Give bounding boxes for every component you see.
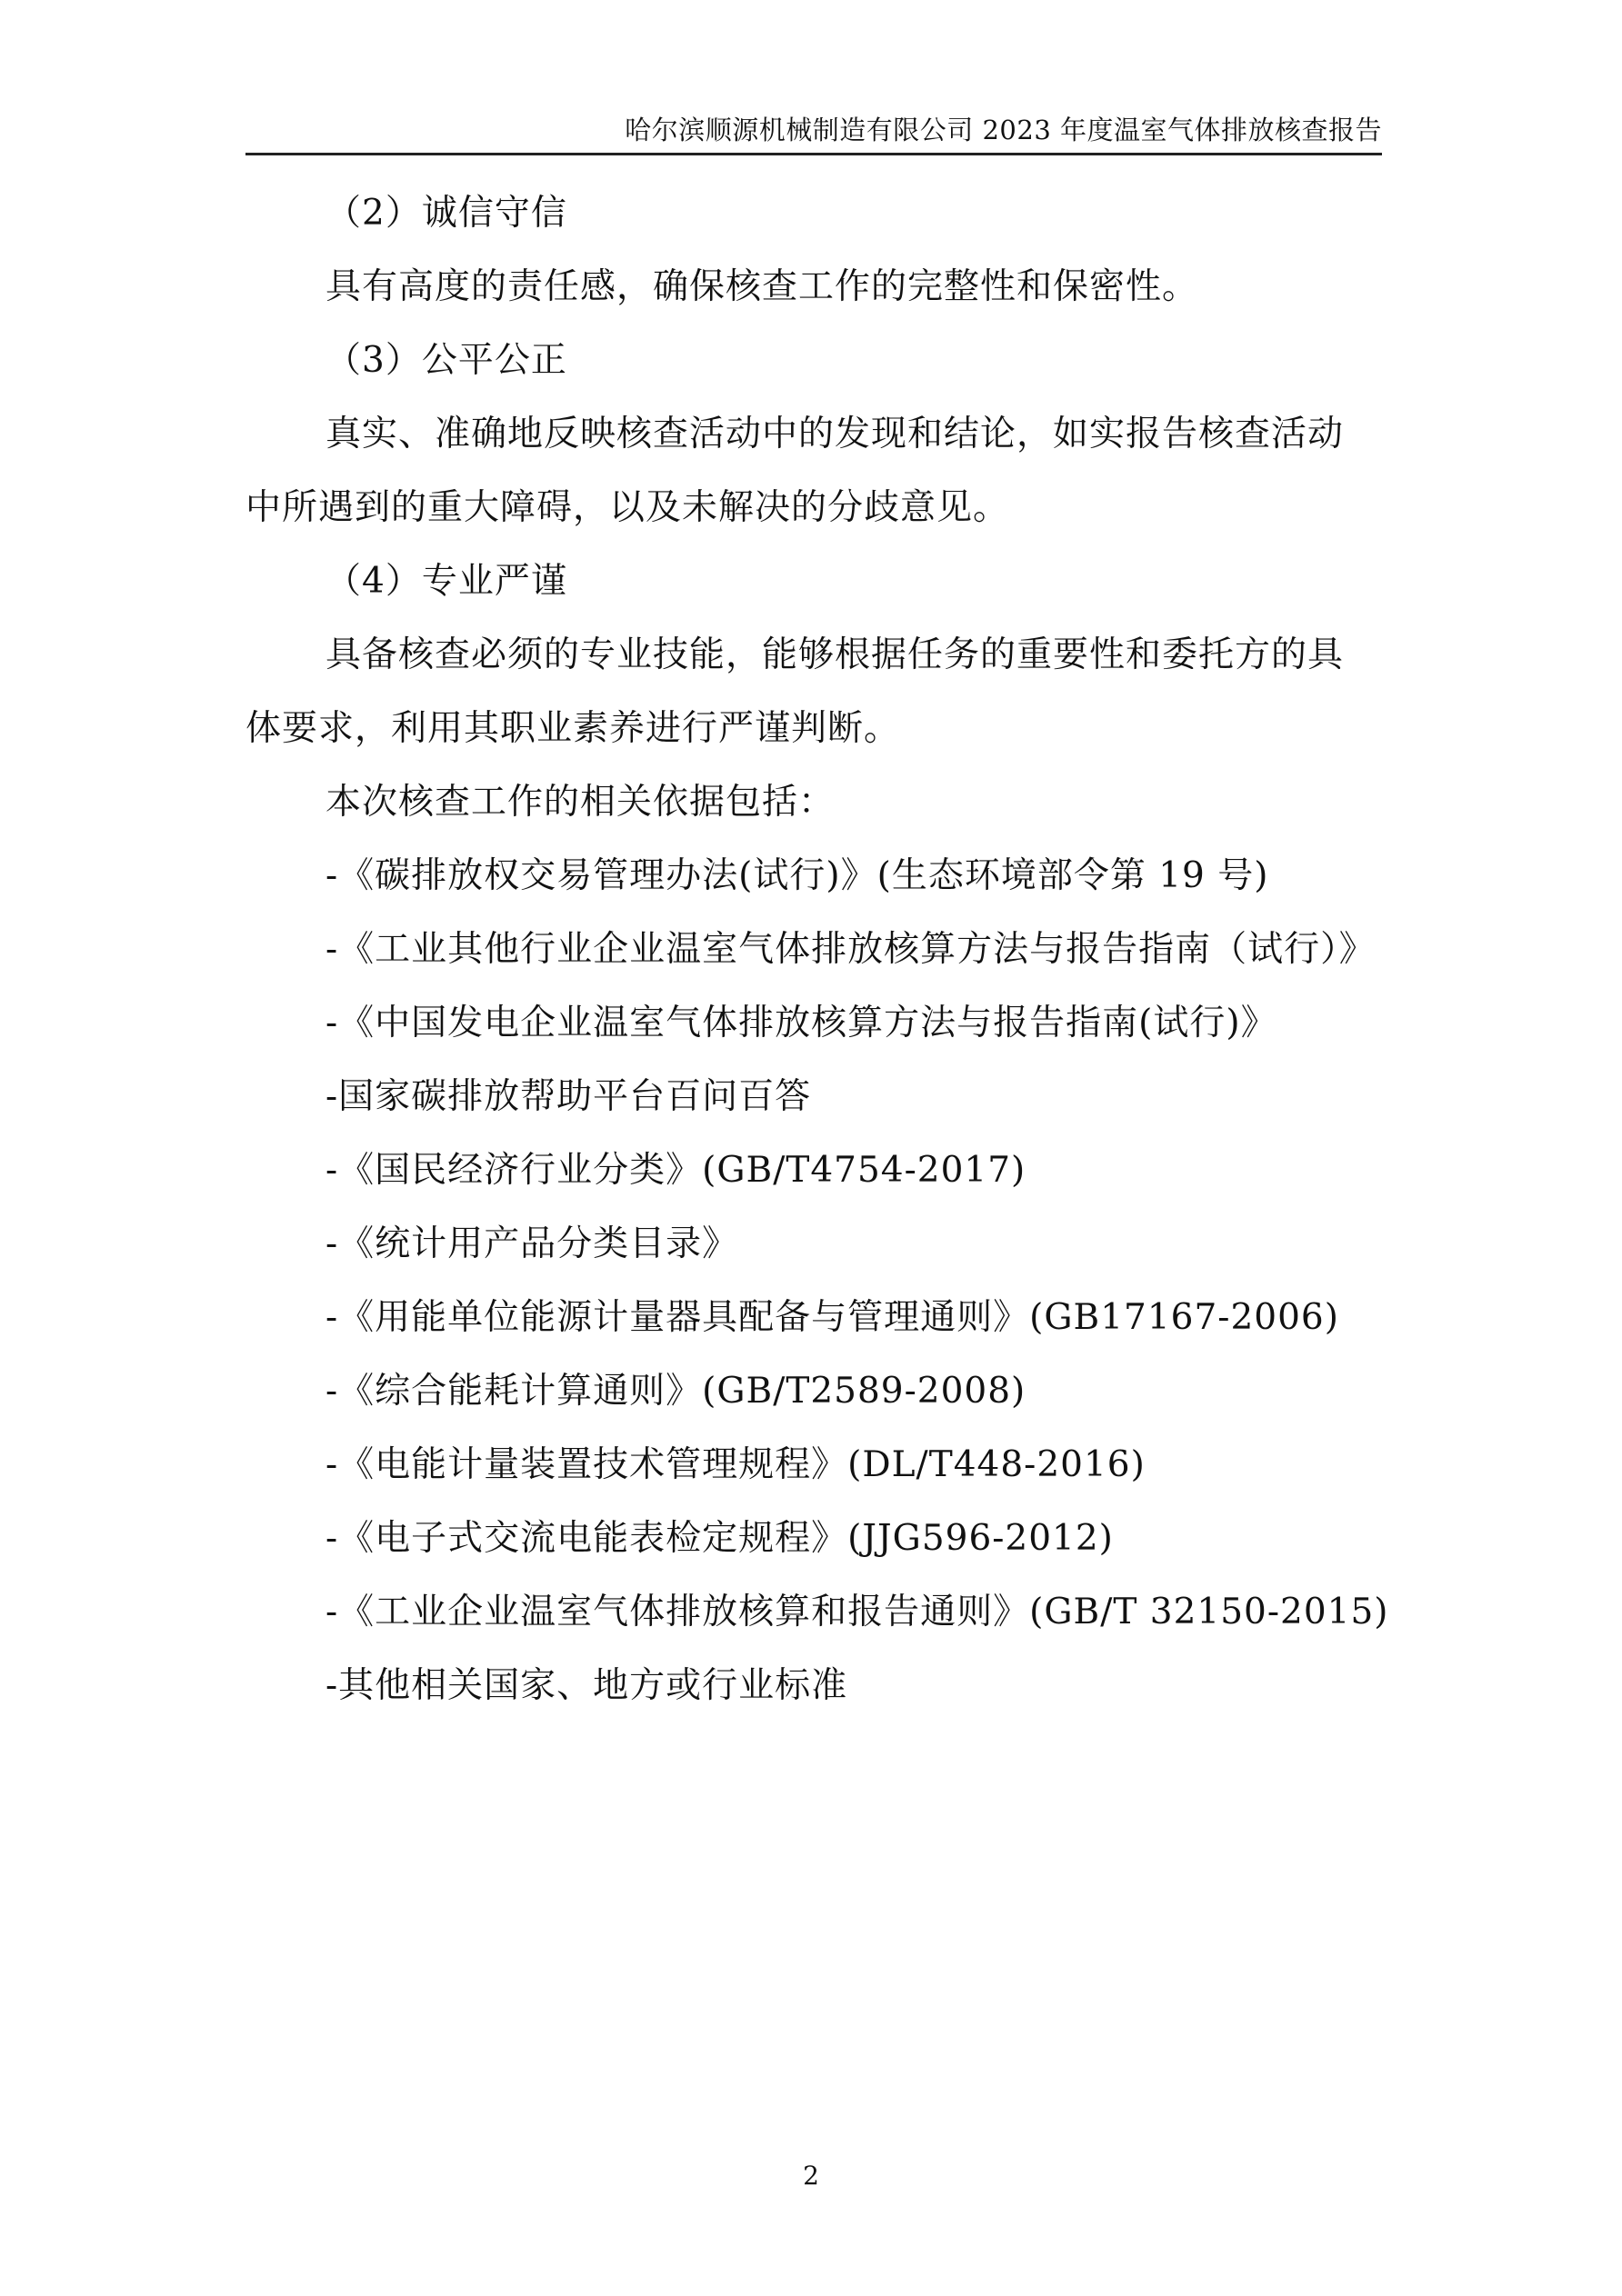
basis-list-item: -《中国发电企业温室气体排放核算方法与报告指南(试行)》 [325,1003,1277,1043]
basis-intro: 本次核查工作的相关依据包括： [325,782,836,823]
paragraph-fairness-line1: 真实、准确地反映核查活动中的发现和结论，如实报告核查活动 [325,414,1345,454]
page-number: 2 [803,2161,819,2191]
paragraph-professional-line2: 体要求，利用其职业素养进行严谨判断。 [245,708,901,749]
section-heading-integrity: （2）诚信守信 [325,193,567,234]
basis-list-item: -《国民经济行业分类》(GB/T4754-2017) [325,1150,1026,1191]
basis-list-item: -《电能计量装置技术管理规程》(DL/T448-2016) [325,1444,1146,1485]
basis-list-item: -《碳排放权交易管理办法(试行)》(生态环境部令第 19 号) [325,855,1269,896]
basis-list-item: -《工业企业温室气体排放核算和报告通则》(GB/T 32150-2015) [325,1592,1389,1632]
section-heading-fairness: （3）公平公正 [325,340,567,381]
basis-list-item: -《电子式交流电能表检定规程》(JJG596-2012) [325,1518,1114,1559]
basis-list-item: -其他相关国家、地方或行业标准 [325,1665,848,1706]
section-heading-professional: （4）专业严谨 [325,561,567,602]
basis-list-item: -《综合能耗计算通则》(GB/T2589-2008) [325,1371,1026,1412]
basis-list-item: -《工业其他行业企业温室气体排放核算方法与报告指南（试行）》 [325,929,1376,970]
paragraph-professional-line1: 具备核查必须的专业技能，能够根据任务的重要性和委托方的具 [325,634,1345,675]
basis-list-item: -《用能单位能源计量器具配备与管理通则》(GB17167-2006) [325,1297,1339,1338]
paragraph-integrity: 具有高度的责任感，确保核查工作的完整性和保密性。 [325,266,1199,307]
report-title: 哈尔滨顺源机械制造有限公司 2023 年度温室气体排放核查报告 [625,115,1382,145]
page-header [245,115,1382,155]
basis-list-item: -《统计用产品分类目录》 [325,1223,739,1264]
basis-list-item: -国家碳排放帮助平台百问百答 [325,1076,812,1117]
paragraph-fairness-line2: 中所遇到的重大障碍，以及未解决的分歧意见。 [245,487,1010,528]
